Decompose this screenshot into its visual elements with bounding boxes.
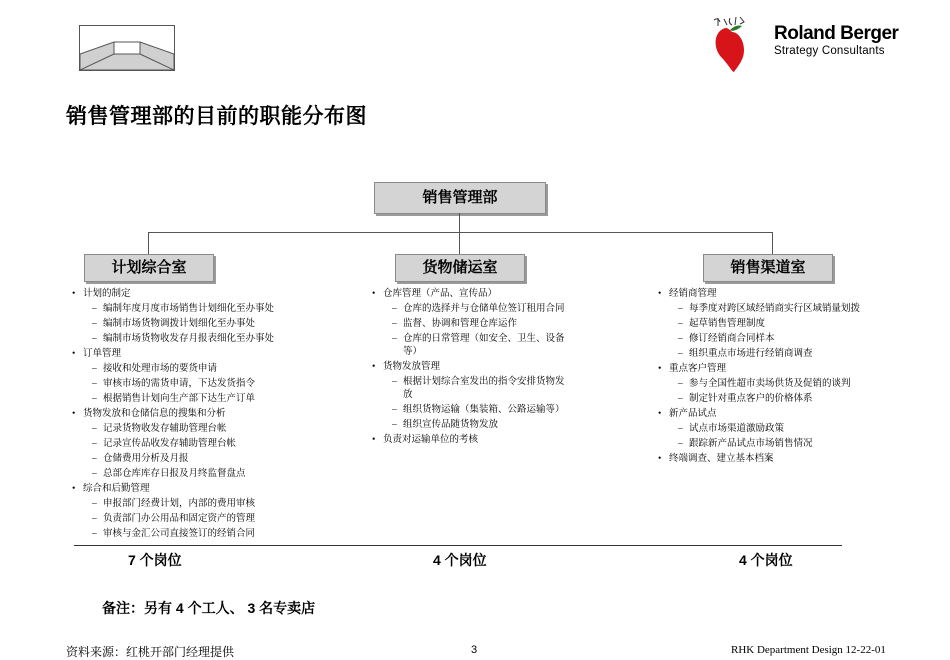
sub-bullet-item: – 制定针对重点客户的价格体系 — [658, 393, 878, 406]
sub-bullet-item: – 起草销售管理制度 — [658, 318, 878, 331]
sub-bullet-item: – 组织货物运输（集装箱、公路运输等） — [372, 404, 572, 417]
document-id: RHK Department Design 12-22-01 — [731, 644, 886, 656]
sub-bullet-item: – 仓库的选择并与仓储单位签订租用合同 — [372, 303, 572, 316]
channel-position-count: 4 个岗位 — [739, 552, 793, 568]
logistics-position-count: 4 个岗位 — [433, 552, 487, 568]
source-text: 资料来源：红桃开部门经理提供 — [66, 645, 235, 659]
bullet-item: • 新产品试点 — [658, 408, 878, 421]
sub-bullet-item: – 记录宣传品收发存辅助管理台帐 — [72, 438, 287, 451]
bullet-item: • 重点客户管理 — [658, 363, 878, 376]
sub-bullet-item: – 组织宣传品随货物发放 — [372, 419, 572, 432]
bullet-item: • 计划的制定 — [72, 288, 287, 301]
sub-bullet-item: – 跟踪新产品试点市场销售情况 — [658, 438, 878, 451]
department-box-channel: 销售渠道室 — [703, 254, 833, 282]
channel-duties-list — [658, 286, 878, 466]
sub-bullet-item: – 试点市场渠道激励政策 — [658, 423, 878, 436]
page-number: 3 — [471, 644, 478, 656]
sub-bullet-item: – 仓储费用分析及月报 — [72, 453, 287, 466]
sub-bullet-item: – 申报部门经费计划，内部的费用审核 — [72, 498, 287, 511]
planning-duties-list — [72, 286, 287, 541]
connector-line — [772, 232, 773, 254]
sub-bullet-item: – 审核与金汇公司直接签订的经销合同 — [72, 528, 287, 541]
bullet-item: • 货物发放管理 — [372, 361, 572, 374]
slide-thumbnail-icon — [79, 25, 175, 71]
sub-bullet-item: – 修订经销商合同样本 — [658, 333, 878, 346]
root-department-box: 销售管理部 — [374, 182, 546, 214]
bullet-item: • 订单管理 — [72, 348, 287, 361]
sub-bullet-item: – 编制年度月度市场销售计划细化至办事处 — [72, 303, 287, 316]
roland-berger-logo — [774, 24, 898, 58]
sub-bullet-item: – 审核市场的需货申请，下达发货指令 — [72, 378, 287, 391]
planning-position-count: 7 个岗位 — [128, 552, 182, 568]
logo-company-name: Roland Berger — [774, 23, 899, 44]
sub-bullet-item: – 总部仓库库存日报及月终监督盘点 — [72, 468, 287, 481]
sub-bullet-item: – 根据计划综合室发出的指令安排货物发放 — [372, 376, 572, 402]
connector-line — [459, 232, 460, 254]
connector-line — [148, 232, 149, 254]
department-box-logistics: 货物储运室 — [395, 254, 525, 282]
bullet-item: • 仓库管理（产品、宣传品） — [372, 288, 572, 301]
divider-line — [74, 545, 842, 546]
sub-bullet-item: – 编制市场货物调拨计划细化至办事处 — [72, 318, 287, 331]
sub-bullet-item: – 负责部门办公用品和固定资产的管理 — [72, 513, 287, 526]
sub-bullet-item: – 参与全国性超市卖场供货及促销的谈判 — [658, 378, 878, 391]
peach-logo-icon — [708, 14, 760, 74]
page-title: 销售管理部的目前的职能分布图 — [66, 105, 367, 128]
department-box-planning: 计划综合室 — [84, 254, 214, 282]
logistics-duties-list — [372, 286, 572, 447]
sub-bullet-item: – 每季度对跨区域经销商实行区域销量划拨 — [658, 303, 878, 316]
sub-bullet-item: – 仓库的日常管理（如安全、卫生、设备等） — [372, 333, 572, 359]
sub-bullet-item: – 监督、协调和管理仓库运作 — [372, 318, 572, 331]
bullet-item: • 货物发放和仓储信息的搜集和分析 — [72, 408, 287, 421]
bullet-item: • 终端调查、建立基本档案 — [658, 453, 878, 466]
bullet-item: • 经销商管理 — [658, 288, 878, 301]
sub-bullet-item: – 根据销售计划向生产部下达生产订单 — [72, 393, 287, 406]
logo-tagline: Strategy Consultants — [774, 45, 885, 57]
note-text: 备注：另有 4 个工人、 3 名专卖店 — [102, 600, 316, 616]
connector-line — [148, 232, 773, 233]
bullet-item: • 负责对运输单位的考核 — [372, 434, 572, 447]
bullet-item: • 综合和后勤管理 — [72, 483, 287, 496]
sub-bullet-item: – 编制市场货物收发存月报表细化至办事处 — [72, 333, 287, 346]
sub-bullet-item: – 组织重点市场进行经销商调查 — [658, 348, 878, 361]
sub-bullet-item: – 接收和处理市场的要货申请 — [72, 363, 287, 376]
sub-bullet-item: – 记录货物收发存辅助管理台帐 — [72, 423, 287, 436]
